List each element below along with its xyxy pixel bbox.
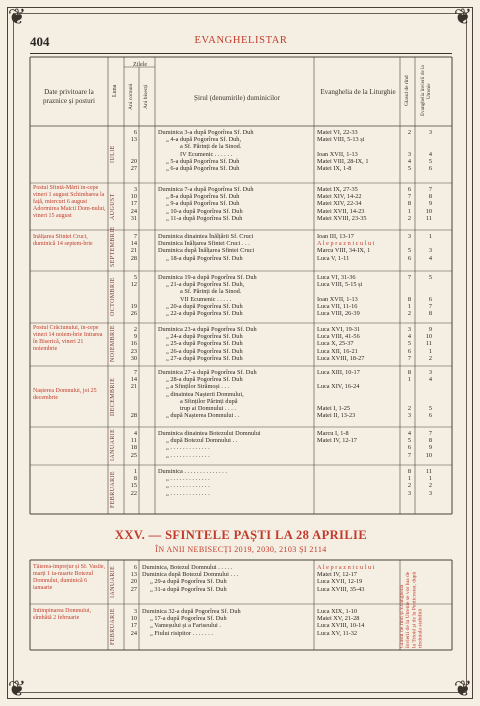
eothina-number: 1 <box>428 233 432 240</box>
sunday-name: Duminica 7-a după Pogorîrea Sf. Duh <box>158 186 254 193</box>
tone-number: 7 <box>407 451 411 459</box>
sunday-name: „ a Sfinților Strămoși . . . <box>166 383 230 391</box>
sunday-name: „ 21-a după Pogorîrea Sf. Duh, <box>166 281 245 289</box>
sunday-name: „ 25-a după Pogorîrea Sf. Duh <box>166 340 243 348</box>
eothina-number: 11 <box>425 468 432 475</box>
sunday-name: „ 26-a după Pogorîrea Sf. Duh <box>166 347 243 355</box>
tone-number: 6 <box>407 444 411 452</box>
header-common-year: Ani comuni <box>128 83 134 111</box>
sunday-name: Duminica după Înălțarea Sfintei Cruci <box>158 247 255 255</box>
day-number: 19 <box>130 302 137 310</box>
gospel-reference: Matei VIII, 5-13 și <box>317 136 365 144</box>
sunday-name: „ . . . . . . . . . . . . . <box>166 489 210 497</box>
tone-number: 3 <box>407 326 411 333</box>
day-number: 7 <box>133 369 137 376</box>
day-number: 4 <box>133 430 137 437</box>
eothina-number: 11 <box>425 214 432 222</box>
month-label: FEBRUARIE <box>110 471 116 508</box>
tone-number: 5 <box>407 437 411 445</box>
tone-number: 7 <box>407 354 411 362</box>
day-number: 16 <box>130 340 137 348</box>
gospel-reference: Matei IV, 12-17 <box>317 571 357 579</box>
sunday-name: „ 11-a după Pogorîrea Sf. Duh <box>166 214 243 222</box>
gospel-reference: Marcu I, 1-8 <box>317 430 349 437</box>
day-number: 13 <box>130 136 137 144</box>
day-number: 3 <box>133 608 137 615</box>
tone-number: 1 <box>407 207 411 215</box>
sunday-name: „ . . . . . . . . . . . . . <box>166 475 210 483</box>
month-label: FEBRUARIE <box>110 608 116 646</box>
section-subtitle: ÎN ANII NEBISECȚI 2019, 2030, 2103 ȘI 2114 <box>155 545 327 554</box>
sunday-name: Duminica 3-a după Pogorîrea Sf. Duh <box>158 129 254 136</box>
sunday-name: „ 8-a după Pogorîrea Sf. Duh <box>166 193 240 201</box>
day-number: 24 <box>130 629 137 637</box>
day-number: 17 <box>130 622 137 630</box>
gospel-reference: Luca VIII, 41-56 <box>317 333 360 341</box>
day-number: 28 <box>130 412 137 420</box>
feast-note: Nașterea Domnului, joi 25 decembrie <box>33 388 97 401</box>
month-label: NOIEMBRIE <box>110 325 116 362</box>
sunday-name: Duminica 19-a după Pogorîrea Sf. Duh <box>158 274 257 281</box>
sunday-name: VII Ecumenic . . . . . <box>180 295 232 303</box>
month-label: OCTOMBRIE <box>110 277 116 317</box>
gospel-reference: Luca XV, 11-32 <box>317 629 358 637</box>
eothina-number: 8 <box>428 310 432 317</box>
gospel-reference: Matei IX, 27-35 <box>317 186 358 193</box>
day-number: 25 <box>130 451 137 459</box>
day-number: 12 <box>130 281 137 289</box>
day-number: 20 <box>130 157 137 165</box>
eothina-number: 10 <box>425 207 432 215</box>
day-number: 13 <box>130 571 137 579</box>
sunday-name: „ 5-a după Pogorîrea Sf. Duh <box>166 157 240 165</box>
corner-ornament-icon: ❦ <box>7 4 27 29</box>
tone-number: 8 <box>407 468 411 475</box>
tone-number: 5 <box>407 247 411 255</box>
day-number: 20 <box>130 578 137 586</box>
sunday-name: „ . . . . . . . . . . . . . <box>166 482 210 490</box>
eothina-number: 6 <box>428 295 432 303</box>
sunday-name: „ . . . . . . . . . . . . . <box>166 451 210 459</box>
day-number: 18 <box>130 444 137 452</box>
sunday-name: IV Ecumenic . . . . . . <box>180 150 233 158</box>
header-gospels: Evanghelia de la Liturghie <box>320 88 396 96</box>
sunday-name: a Sf. Părinți de la Sinod. <box>180 288 242 296</box>
corner-ornament-icon: ❦ <box>453 4 473 29</box>
month-label: IANUARIE <box>110 428 116 461</box>
eothina-number: 8 <box>428 193 432 201</box>
sunday-name: „ 6-a după Pogorîrea Sf. Duh <box>166 165 240 172</box>
tone-number: 6 <box>407 254 411 262</box>
gospel-reference: Matei XIV, 14-22 <box>317 193 362 201</box>
tone-number: 6 <box>407 186 411 193</box>
day-number: 22 <box>130 489 137 497</box>
eothina-number: 9 <box>428 200 432 208</box>
tone-number: 4 <box>407 333 411 341</box>
sunday-name: Duminica Înălțarea Sfintei Cruci . . . <box>158 240 250 248</box>
corner-ornament-icon: ❦ <box>453 676 473 701</box>
month-label: SEPTEMBRIE <box>110 226 116 267</box>
day-number: 27 <box>130 165 137 172</box>
gospel-reference: Matei XV, 21-28 <box>317 615 360 623</box>
gospel-reference: Luca XVIII, 10-14 <box>317 622 365 630</box>
header-feasts: Date privitoare la praznice și posturi <box>42 88 95 105</box>
sunday-name: Duminica, Botezul Domnului . . . . . <box>142 564 233 571</box>
day-number: 21 <box>130 247 137 255</box>
day-number: 10 <box>130 193 137 201</box>
gospel-reference: Luca V, 1-11 <box>317 254 350 262</box>
sunday-name: „ . . . . . . . . . . . . . <box>166 444 210 452</box>
sunday-name: Duminica după Botezul Domnului . . . <box>142 571 239 579</box>
gospel-reference: Luca VII, 11-16 <box>317 302 358 310</box>
eothina-number: 7 <box>428 430 432 437</box>
feast-note: Înălțarea Sfintei Cruci, duminică 14 septem-brie <box>33 234 93 247</box>
eothina-number: 7 <box>428 186 432 193</box>
eothina-number: 2 <box>428 482 432 490</box>
eothina-number: 5 <box>428 274 432 281</box>
month-label: IULIE <box>110 145 116 164</box>
eothina-number: 3 <box>428 129 432 136</box>
section-title: XXV. — SFINTELE PAȘTI LA 28 APRILIE <box>114 528 368 542</box>
tone-number: 1 <box>407 376 411 384</box>
day-number: 14 <box>130 376 137 384</box>
gospel-reference: Matei IX, 1-8 <box>317 165 352 172</box>
sunday-name: „ Fiului risipitor . . . . . . . <box>150 629 213 637</box>
tone-number: 3 <box>407 412 411 420</box>
eothina-number: 2 <box>428 354 432 362</box>
gospel-reference: Luca XIV, 16-24 <box>317 383 360 391</box>
gospel-reference: Marcu VIII, 34-IX, 1 <box>317 247 371 255</box>
sunday-name: a Sfinților Părinți după <box>180 397 238 405</box>
tone-number: 7 <box>407 193 411 201</box>
sunday-name: „ dinaintea Nașterii Domnului, <box>166 390 244 398</box>
gospel-reference: Luca XII, 16-21 <box>317 347 358 355</box>
eothina-number: 1 <box>428 347 432 355</box>
sunday-name: „ 17-a după Pogorîrea Sf. Duh <box>150 615 227 623</box>
eothina-number: 4 <box>428 254 432 262</box>
gospel-reference: A l e p r a z n i c u l u i <box>317 240 375 248</box>
feast-note: Postul Sfintă-Mării în-cepe vineri 1 august Schimbarea la față, miercuri 6 august Adormirea Maicii Dom-nului, vineri 15 august <box>33 185 106 219</box>
gospel-reference: Luca XIX, 1-10 <box>317 608 358 615</box>
day-number: 15 <box>130 482 137 490</box>
tone-number: 3 <box>407 489 411 497</box>
day-number: 31 <box>130 214 137 222</box>
tone-number: 2 <box>407 214 411 222</box>
sunday-name: a Sf. Părinți de la Sinod. <box>180 143 242 151</box>
eothina-number: 8 <box>428 437 432 445</box>
month-label: DECEMBRIE <box>110 377 116 416</box>
day-number: 10 <box>130 615 137 623</box>
day-number: 3 <box>133 186 137 193</box>
sunday-name: „ 20-a după Pogorîrea Sf. Duh <box>166 302 243 310</box>
day-number: 30 <box>130 354 137 362</box>
gospel-reference: Luca XVI, 19-31 <box>317 326 361 333</box>
gospel-reference: Matei XVII, 14-23 <box>317 207 365 215</box>
eothina-number: 3 <box>428 369 432 376</box>
gospel-reference: Luca VIII, 5-15 și <box>317 281 363 289</box>
gospel-reference: Ioan XVII, 1-13 <box>317 150 358 158</box>
sunday-name: „ 28-a după Pogorîrea Sf. Duh <box>166 376 243 384</box>
sunday-name: „ 9-a după Pogorîrea Sf. Duh <box>166 200 240 208</box>
sunday-name: Duminica . . . . . . . . . . . . . . <box>158 468 227 475</box>
tone-number: 5 <box>407 340 411 348</box>
gospel-reference: Matei I, 1-25 <box>317 405 351 412</box>
tone-number: 7 <box>407 274 411 281</box>
day-number: 17 <box>130 200 137 208</box>
eothina-number: 6 <box>428 165 432 172</box>
sunday-name: „ după Nașterea Domnului . . <box>166 412 240 420</box>
tone-number: 8 <box>407 369 411 376</box>
eothina-number: 4 <box>428 376 432 384</box>
page-number: 404 <box>30 34 50 49</box>
corner-ornament-icon: ❦ <box>7 676 27 701</box>
sunday-name: Duminica dinaintea Înălțării Sf. Cruci <box>158 233 254 240</box>
header-sundays: Șirul (denumirile) duminicilor <box>194 94 280 102</box>
day-number: 7 <box>133 233 137 240</box>
eothina-number: 5 <box>428 405 432 412</box>
day-number: 23 <box>130 347 137 355</box>
day-number: 9 <box>133 333 137 341</box>
eothina-number: 5 <box>428 157 432 165</box>
gospel-reference: Ioan XVII, 1-13 <box>317 295 358 303</box>
tone-number: 3 <box>407 150 411 158</box>
month-label: AUGUST <box>110 193 116 220</box>
day-number: 6 <box>133 129 137 136</box>
tone-number: 8 <box>407 200 411 208</box>
gospel-reference: Luca XIII, 10-17 <box>317 369 360 376</box>
header-month: Luna <box>112 84 118 98</box>
day-number: 5 <box>133 274 137 281</box>
header-eothina: Evanghelia învierii de la Utrenie <box>420 65 432 117</box>
tone-number: 3 <box>407 233 411 240</box>
eothina-number: 4 <box>428 150 432 158</box>
gospel-reference: Luca XVIII, 18-27 <box>317 354 365 362</box>
sunday-name: Duminica 23-a după Pogorîrea Sf. Duh <box>158 326 257 333</box>
eothina-number: 6 <box>428 412 432 420</box>
eothina-number: 9 <box>428 326 432 333</box>
gospel-reference: A l e p r a z n i c u l u i <box>317 564 375 571</box>
day-number: 24 <box>130 207 137 215</box>
day-number: 11 <box>130 437 137 445</box>
day-number: 6 <box>133 564 137 571</box>
feast-note: Întîmpinarea Domnului, sîmbătă 2 februarie <box>33 608 91 621</box>
sunday-name: „ după Botezul Domnului . . <box>166 437 238 445</box>
sunday-name: Duminica dinaintea Botezului Domnului <box>158 430 261 437</box>
eothina-number: 10 <box>425 451 432 459</box>
eothina-number: 11 <box>425 340 432 348</box>
feast-note: Postul Crăciunului, în-cepe vineri 14 noiem-brie Intrarea în Biserică, vineri 21 noiembrie <box>33 325 103 352</box>
tone-number: 1 <box>407 475 411 483</box>
sunday-name: „ 24-a după Pogorîrea Sf. Duh <box>166 333 243 341</box>
gospel-reference: Matei IV, 12-17 <box>317 437 357 445</box>
eothina-number: 3 <box>428 489 432 497</box>
tone-number: 8 <box>407 295 411 303</box>
sunday-name: Duminica 27-a după Pogorîrea Sf. Duh <box>158 369 257 376</box>
gospel-reference: Luca XVIII, 35-43 <box>317 585 365 593</box>
gospel-reference: Matei VIII, 28-IX, 1 <box>317 157 369 165</box>
gospel-reference: Matei XIV, 22-34 <box>317 200 362 208</box>
gospel-reference: Matei VI, 22-33 <box>317 129 358 136</box>
tone-number: 4 <box>407 157 411 165</box>
header-leap-year: Ani bisecți <box>143 84 149 110</box>
gospel-reference: Luca XVII, 12-19 <box>317 578 363 586</box>
feast-note: Tăierea-împrejur și Sf. Vasile, marți 1 ia-nuarie Botezul Domnului, duminică 6 ianuarie <box>33 564 106 591</box>
month-label: IANUARIE <box>110 565 116 599</box>
gospel-reference: Matei II, 13-23 <box>317 412 356 420</box>
day-number: 28 <box>130 254 137 262</box>
sunday-name: „ 4-a după Pogorîrea Sf. Duh, <box>166 136 242 144</box>
tone-number: 2 <box>407 129 411 136</box>
day-number: 8 <box>133 475 137 483</box>
tone-number: 2 <box>407 482 411 490</box>
eothina-number: 7 <box>428 302 432 310</box>
eothina-number: 10 <box>425 333 432 341</box>
day-number: 21 <box>130 383 137 391</box>
gospel-reference: Luca X, 25-37 <box>317 340 354 348</box>
tone-number: 2 <box>407 405 411 412</box>
day-number: 1 <box>133 468 137 475</box>
sunday-name: Duminica 32-a după Pogorîrea Sf. Duh <box>142 608 241 615</box>
eothina-number: 3 <box>428 247 432 255</box>
gospel-reference: Matei XVIII, 23-35 <box>317 214 367 222</box>
sunday-name: „ 31-a după Pogorîrea Sf. Duh <box>150 585 227 593</box>
running-title: EVANGHELISTAR <box>194 35 288 46</box>
header-zilele: Zilele <box>133 62 147 68</box>
tone-number: 5 <box>407 165 411 172</box>
sunday-name: trup ai Domnului . . . . <box>180 405 236 412</box>
sunday-name: „ 27-a după Pogorîrea Sf. Duh <box>166 354 243 362</box>
header-tone: Glasul de rînd <box>404 75 410 107</box>
sunday-name: „ 22-a după Pogorîrea Sf. Duh <box>166 310 243 317</box>
gospel-reference: Luca VIII, 26-39 <box>317 310 360 317</box>
tone-number: 2 <box>407 310 411 317</box>
day-number: 14 <box>130 240 137 248</box>
gospel-reference: Luca VI, 31-36 <box>317 274 356 281</box>
eothina-number: 1 <box>428 475 432 483</box>
sunday-name: „ 29-a după Pogorîrea Sf. Duh <box>150 578 227 586</box>
gospel-reference: Ioan III, 13-17 <box>317 233 354 240</box>
tone-number: 6 <box>407 347 411 355</box>
sunday-name: „ Vameșului și a Fariseului . <box>150 622 221 630</box>
day-number: 26 <box>130 310 137 317</box>
sunday-name: „ 18-a după Pogorîrea Sf. Duh <box>166 254 243 262</box>
sunday-name: „ 10-a după Pogorîrea Sf. Duh <box>166 207 243 215</box>
tone-number: 4 <box>407 430 411 437</box>
table-2-side-note: Glasul de rînd și Evanghelia învierii de la Utrenie se vor lua de la Trioid și de la Penticostar, după rînduiala stabilită <box>399 571 424 648</box>
day-number: 2 <box>133 326 137 333</box>
day-number: 27 <box>130 585 137 593</box>
eothina-number: 9 <box>428 444 432 452</box>
tone-number: 1 <box>407 302 411 310</box>
